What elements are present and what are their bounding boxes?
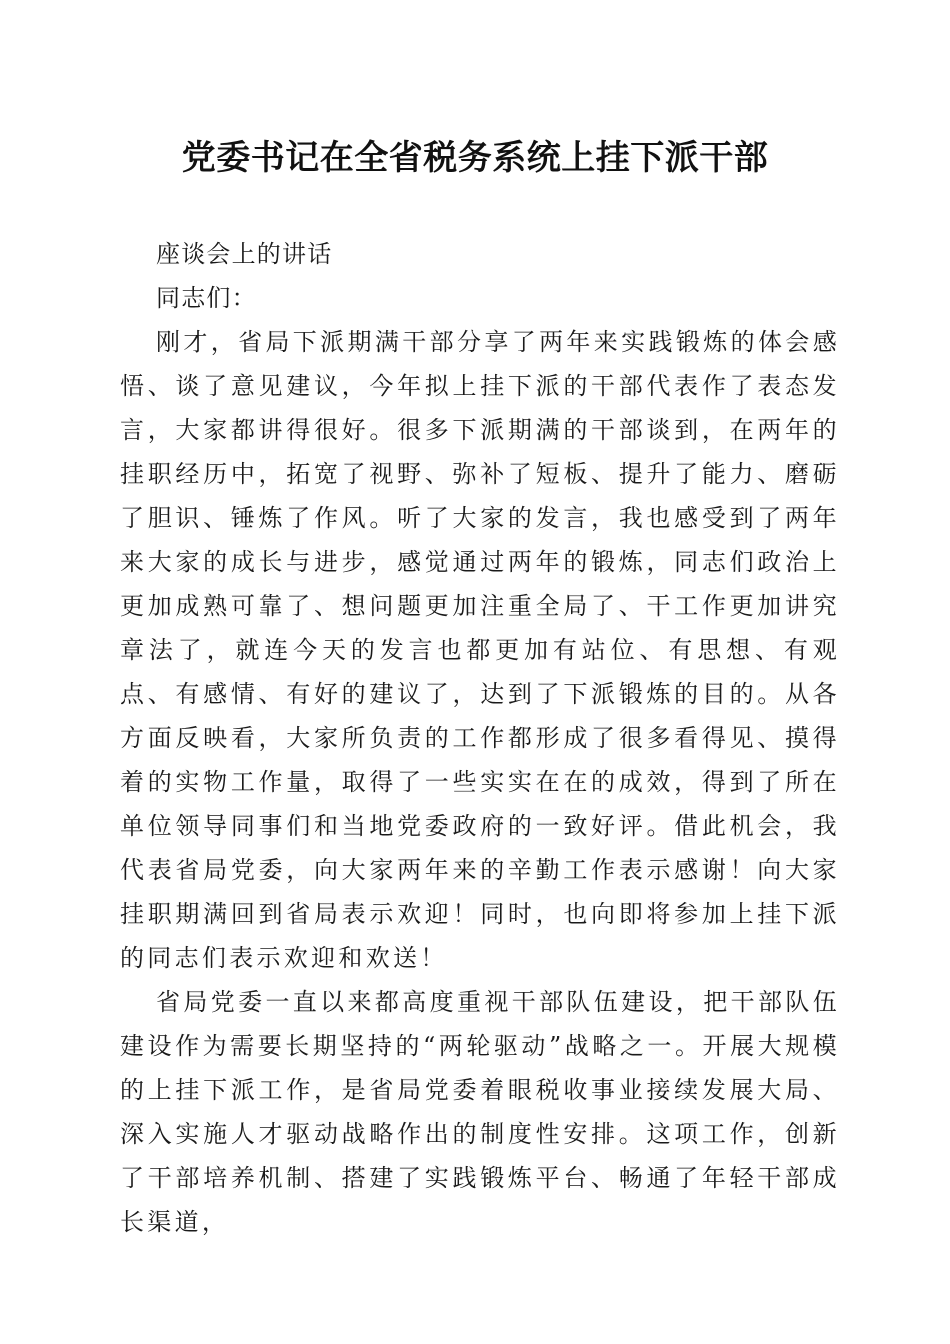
document-body [120, 232, 840, 1244]
paragraph-1: 刚才，省局下派期满干部分享了两年来实践锻炼的体会感悟、谈了意见建议，今年拟上挂下派的干部代表作了表态发言，大家都讲得很好。很多下派期满的干部谈到，在两年的挂职经历中，拓宽了视野、弥补了短板、提升了能力、磨砺了胆识、锤炼了作风。听了大家的发言，我也感受到了两年来大家的成长与进步，感觉通过两年的锻炼，同志们政治上更加成熟可靠了、想问题更加注重全局了、干工作更加讲究章法了，就连今天的发言也都更加有站位、有思想、有观点、有感情、有好的建议了，达到了下派锻炼的目的。从各方面反映看，大家所负责的工作都形成了很多看得见、摸得着的实物工作量，取得了一些实实在在的成效，得到了所在单位领导同事们和当地党委政府的一致好评。借此机会，我代表省局党委，向大家两年来的辛勤工作表示感谢！向大家挂职期满回到省局表示欢迎！同时，也向即将参加上挂下派的同志们表示欢迎和欢送！ [120, 328, 840, 972]
document-title: 党委书记在全省税务系统上挂下派干部 [181, 138, 769, 178]
paragraph-2: 省局党委一直以来都高度重视干部队伍建设，把干部队伍建设作为需要长期坚持的“两轮驱动”战略之一。开展大规模的上挂下派工作，是省局党委着眼税收事业接续发展大局、深入实施人才驱动战略作出的制度性安排。这项工作，创新了干部培养机制、搭建了实践锻炼平台、畅通了年轻干部成长渠道， [120, 988, 840, 1236]
salutation-line: 同志们： [156, 284, 257, 312]
subtitle-line: 座谈会上的讲话 [156, 240, 333, 268]
